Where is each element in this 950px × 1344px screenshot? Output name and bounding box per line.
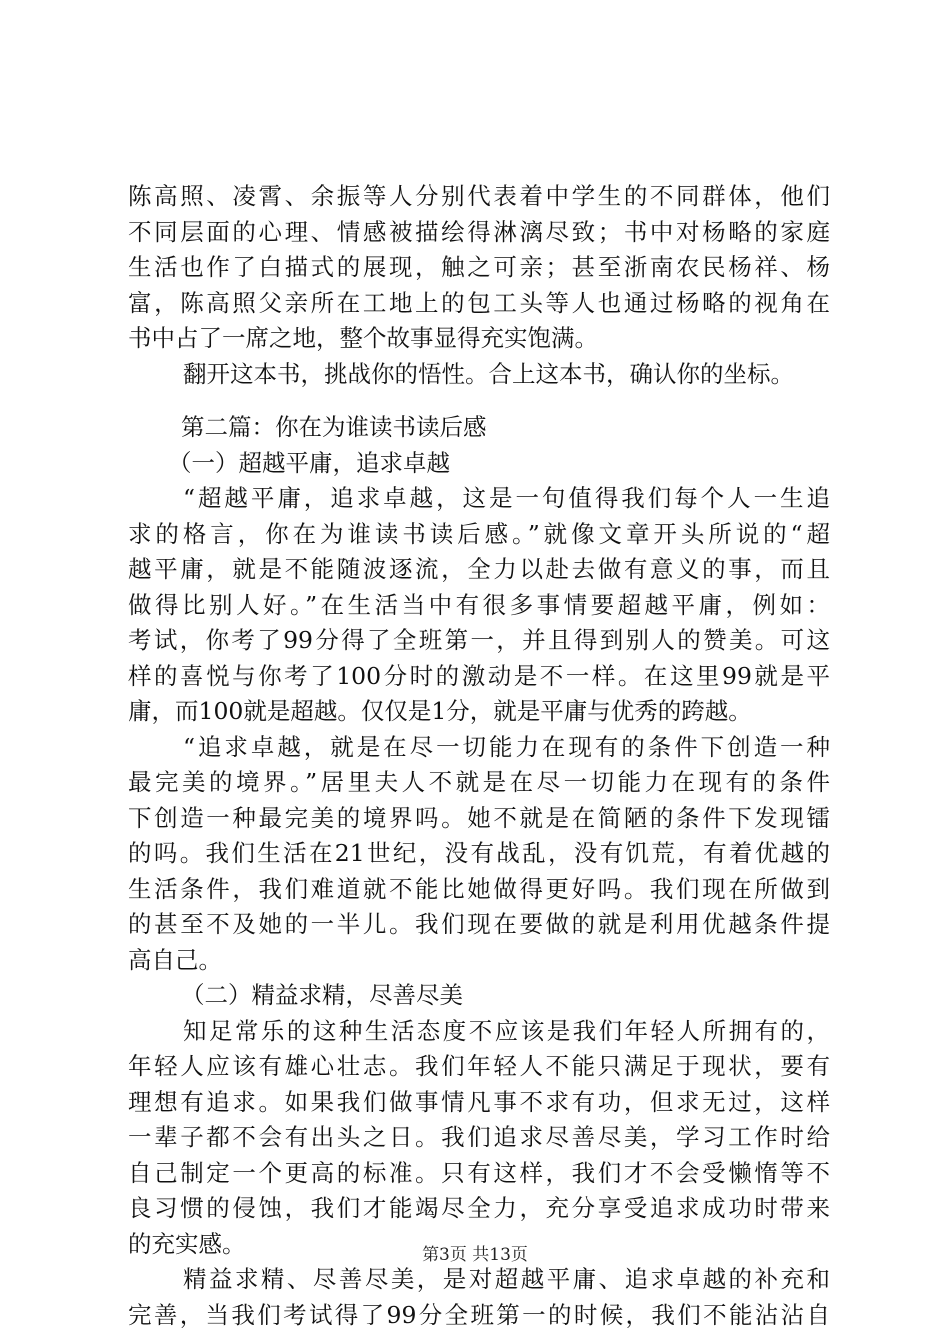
text-line: 富，陈高照父亲所在工地上的包工头等人也通过杨略的视角在	[128, 288, 830, 317]
text-line: 理想有追求。如果我们做事情凡事不求有功，但求无过，这样	[128, 1087, 830, 1116]
text-line: 完善，当我们考试得了99分全班第一的时候，我们不能沾沾自	[128, 1300, 830, 1329]
text-line: “追求卓越，就是在尽一切能力在现有的条件下创造一种	[183, 732, 830, 761]
text-line: 书中占了一席之地，整个故事显得充实饱满。	[128, 324, 598, 352]
text-line: 高自己。	[128, 945, 222, 974]
text-line: 的充实感。	[128, 1229, 246, 1258]
text-line: 考试，你考了99分得了全班第一，并且得到别人的赞美。可这	[128, 626, 830, 654]
text-line: 最完美的境界。”居里夫人不就是在尽一切能力在现有的条件	[128, 768, 830, 796]
text-line: 良习惯的侵蚀，我们才能竭尽全力，充分享受追求成功时带来	[128, 1194, 830, 1222]
text-line: 的甚至不及她的一半儿。我们现在要做的就是利用优越条件提	[128, 910, 830, 938]
section-title: 第二篇：你在为谁读书读后感	[181, 413, 487, 441]
text-line: 不同层面的心理、情感被描绘得淋漓尽致；书中对杨略的家庭	[128, 217, 830, 246]
text-line: 自己制定一个更高的标准。只有这样，我们才不会受懒惰等不	[128, 1158, 830, 1187]
paragraph-top	[128, 179, 830, 357]
text-line: 精益求精、尽善尽美，是对超越平庸、追求卓越的补充和	[183, 1265, 830, 1293]
text-line: 知足常乐的这种生活态度不应该是我们年轻人所拥有的，	[183, 1016, 830, 1045]
subsection-title-1: （一）超越平庸，追求卓越	[168, 448, 450, 477]
text-line: 一辈子都不会有出头之日。我们追求尽善尽美，学习工作时给	[128, 1123, 830, 1151]
text-line: 年轻人应该有雄心壮志。我们年轻人不能只满足于现状，要有	[128, 1052, 830, 1080]
paragraph-sub1-2	[128, 730, 830, 979]
body-text	[128, 179, 830, 1333]
subsection-title-2: （二）精益求精，尽善尽美	[181, 981, 463, 1009]
text-line: 陈高照、凌霄、余振等人分别代表着中学生的不同群体，他们	[128, 182, 830, 210]
text-line: 生活条件，我们难道就不能比她做得更好吗。我们现在所做到	[128, 874, 830, 903]
text-line: 样的喜悦与你考了100分时的激动是不一样。在这里99就是平	[128, 661, 830, 690]
text-line: 求的格言，你在为谁读书读后感。”就像文章开头所说的“超	[128, 519, 830, 548]
paragraph-sub2-1	[128, 1014, 830, 1263]
page-number-footer: 第3页 共13页	[422, 1245, 528, 1265]
text-line: 做得比别人好。”在生活当中有很多事情要超越平庸，例如：	[128, 590, 830, 619]
closing-line: 翻开这本书，挑战你的悟性。合上这本书，确认你的坐标。	[183, 359, 794, 388]
paragraph-sub2-2	[128, 1262, 830, 1333]
text-line: 庸，而100就是超越。仅仅是1分，就是平庸与优秀的跨越。	[128, 697, 752, 725]
text-line: 的吗。我们生活在21世纪，没有战乱，没有饥荒，有着优越的	[128, 839, 830, 867]
paragraph-sub1-1	[128, 481, 830, 730]
text-line: 生活也作了白描式的展现，触之可亲；甚至浙南农民杨祥、杨	[128, 253, 830, 281]
text-line: “超越平庸，追求卓越，这是一句值得我们每个人一生追	[183, 484, 830, 512]
text-line: 下创造一种最完美的境界吗。她不就是在简陋的条件下发现镭	[128, 803, 830, 832]
text-line: 越平庸，就是不能随波逐流，全力以赴去做有意义的事，而且	[128, 555, 830, 583]
